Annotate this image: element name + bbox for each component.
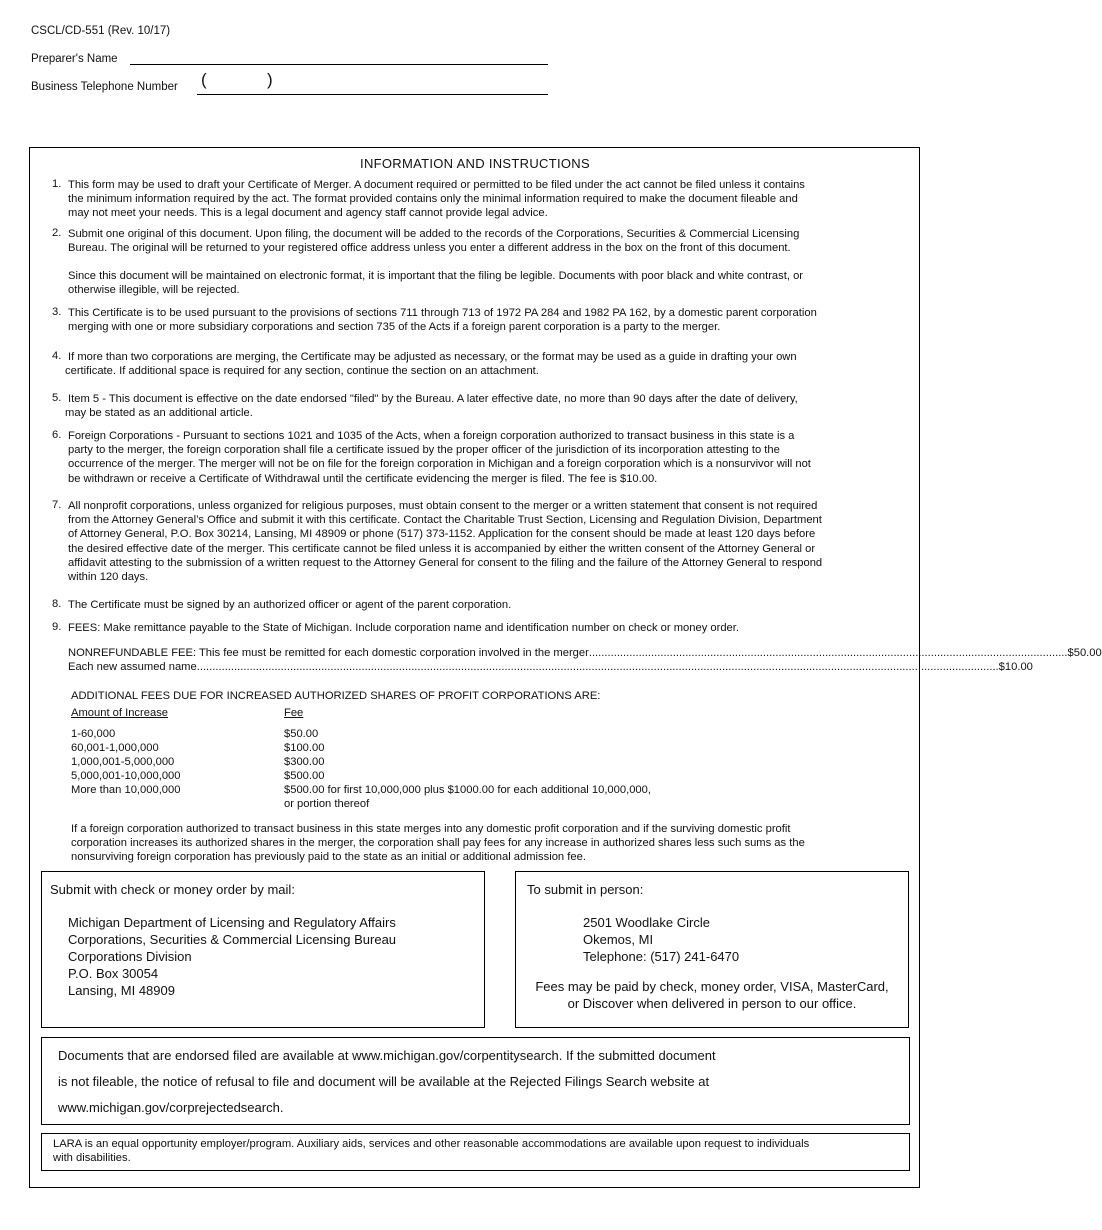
item-line: within 120 days. bbox=[68, 571, 149, 584]
item-line: Since this document will be maintained on electronic format, it is important that the filing be legible. Documents with poor black and white contrast, or bbox=[68, 270, 804, 282]
lara-line: with disabilities. bbox=[53, 1152, 131, 1164]
item-number: 2. bbox=[52, 227, 62, 239]
address-line: P.O. Box 30054 bbox=[68, 966, 159, 981]
item-line: All nonprofit corporations, unless organized for religious purposes, must obtain consent to the merger or a written statement that consent is not required bbox=[68, 500, 818, 512]
table-cell: $300.00 bbox=[284, 756, 325, 768]
item-line: may be stated as an additional article. bbox=[65, 407, 253, 420]
item-line: If more than two corporations are merging, the Certificate may be adjusted as necessary, or the format may be used as a guide in drafting your own bbox=[68, 351, 797, 363]
assumed-name-fee-row bbox=[68, 661, 1033, 673]
table-column-fee bbox=[284, 727, 651, 811]
item-line: merging with one or more subsidiary corporations and section 735 of the Acts if a foreign parent corporation is a party to the merger. bbox=[68, 321, 721, 334]
item-line: The Certificate must be signed by an authorized officer or agent of the parent corporation. bbox=[68, 599, 512, 611]
dot-leader: .......................................................................................................................................................... bbox=[588, 647, 1068, 659]
note-line: nonsurviving foreign corporation has previously paid to the state as an initial or additional admission fee. bbox=[71, 851, 586, 864]
instruction-item-5 bbox=[65, 392, 798, 420]
item-number: 5. bbox=[52, 392, 62, 404]
address-line: Corporations, Securities & Commercial Licensing Bureau bbox=[68, 932, 397, 947]
mail-address bbox=[68, 914, 396, 999]
preparer-name-field[interactable] bbox=[130, 64, 548, 65]
table-cell: $500.00 for first 10,000,000 plus $1000.00 for each additional 10,000,000, bbox=[284, 784, 651, 796]
table-cell: 1,000,001-5,000,000 bbox=[71, 756, 175, 768]
item-number: 3. bbox=[52, 306, 62, 318]
item-number: 9. bbox=[52, 621, 62, 633]
item-line: party to the merger, the foreign corporation shall file a certificate issued by the proper officer of the jurisdiction of its incorporation attesting to the bbox=[68, 444, 780, 457]
lara-notice bbox=[53, 1137, 809, 1165]
item-line: This Certificate is to be used pursuant to the provisions of sections 711 through 713 of 1972 PA 284 and 1982 PA 162, by a domestic parent corporation bbox=[68, 307, 817, 319]
instructions-title: INFORMATION AND INSTRUCTIONS bbox=[360, 156, 590, 171]
nonrefundable-fee-row bbox=[68, 647, 1102, 659]
payment-methods bbox=[515, 978, 909, 1012]
area-code-open-paren: ( bbox=[201, 70, 207, 89]
fee-label: NONREFUNDABLE FEE: This fee must be remitted for each domestic corporation involved in the merger bbox=[68, 647, 589, 659]
table-cell: or portion thereof bbox=[284, 798, 370, 810]
item-line: certificate. If additional space is required for any section, continue the section on an attachment. bbox=[65, 365, 539, 378]
item-line: FEES: Make remittance payable to the State of Michigan. Include corporation name and identification number on check or money order. bbox=[68, 622, 739, 634]
additional-fees-heading: ADDITIONAL FEES DUE FOR INCREASED AUTHORIZED SHARES OF PROFIT CORPORATIONS ARE: bbox=[71, 690, 601, 702]
mail-heading: Submit with check or money order by mail: bbox=[50, 882, 295, 897]
business-phone-field[interactable] bbox=[197, 94, 548, 95]
fee-label: Each new assumed name bbox=[68, 661, 197, 673]
table-cell: 60,001-1,000,000 bbox=[71, 742, 159, 754]
table-column-amount bbox=[71, 727, 181, 797]
docs-line: is not fileable, the notice of refusal to file and document will be available at the Rejected Filings Search website at bbox=[58, 1074, 710, 1089]
fee-amount: $10.00 bbox=[998, 661, 1033, 673]
instruction-item-6 bbox=[68, 429, 811, 486]
instruction-item-9 bbox=[68, 621, 739, 635]
payment-line: Fees may be paid by check, money order, VISA, MasterCard, bbox=[535, 979, 889, 994]
item-number: 8. bbox=[52, 598, 62, 610]
item-line: may not meet your needs. This is a legal document and agency staff cannot provide legal advice. bbox=[68, 207, 548, 220]
address-line: Okemos, MI bbox=[583, 932, 654, 947]
table-cell: More than 10,000,000 bbox=[71, 784, 181, 796]
item-line: from the Attorney General’s Office and submit it with this certificate. Contact the Charitable Trust Section, Licensing and Regulation Division, Department bbox=[68, 514, 822, 527]
item-line: This form may be used to draft your Certificate of Merger. A document required or permitted to be filed under the act cannot be filed unless it contains bbox=[68, 179, 805, 191]
note-line: corporation increases its authorized shares in the merger, the corporation shall pay fees for any increase in authorized shares less such sums as the bbox=[71, 837, 805, 850]
item-line: Item 5 - This document is effective on the date endorsed "filed" by the Bureau. A later effective date, no more than 90 days after the date of delivery, bbox=[68, 393, 798, 405]
table-cell: 1-60,000 bbox=[71, 728, 116, 740]
item-line: affidavit attesting to the submission of a written request to the Attorney General for consent to the filing and the failure of the Attorney General to respond bbox=[68, 556, 823, 569]
dot-leader: .................................................................................................................................................................................................................................................................. bbox=[196, 661, 999, 673]
item-line: occurrence of the merger. The merger will not be on file for the foreign corporation in Michigan and a foreign corporation which is a nonsurvivor will not bbox=[68, 458, 811, 471]
instruction-item-3 bbox=[68, 306, 817, 334]
table-header-amount: Amount of Increase bbox=[71, 707, 169, 719]
item-line: Bureau. The original will be returned to your registered office address unless you enter a different address in the box on the front of this document. bbox=[68, 242, 791, 255]
note-line: If a foreign corporation authorized to transact business in this state merges into any domestic profit corporation and if the surviving domestic profit bbox=[71, 823, 791, 835]
form-id: CSCL/CD-551 (Rev. 10/17) bbox=[31, 25, 171, 37]
item-line: the desired effective date of the merger. This certificate cannot be filed unless it is accompanied by either the written consent of the Attorney General or bbox=[68, 542, 816, 555]
item-line: of Attorney General, P.O. Box 30214, Lansing, MI 48909 or phone (517) 373-1152. Application for the consent should be made at least 120 days before bbox=[68, 528, 816, 541]
payment-line: or Discover when delivered in person to our office. bbox=[567, 996, 857, 1011]
instruction-item-2 bbox=[68, 227, 799, 255]
in-person-address bbox=[583, 914, 739, 965]
instruction-item-1 bbox=[68, 178, 805, 221]
item-number: 4. bbox=[52, 350, 62, 362]
item-line: be withdrawn or receive a Certificate of Withdrawal until the certificate evidencing the merger is filed. The fee is $10.00. bbox=[68, 472, 658, 485]
item-number: 7. bbox=[52, 499, 62, 511]
instruction-item-2-note bbox=[68, 269, 803, 297]
table-cell: $100.00 bbox=[284, 742, 325, 754]
address-line: Telephone: (517) 241-6470 bbox=[583, 949, 740, 964]
address-line: Corporations Division bbox=[68, 949, 192, 964]
address-line: 2501 Woodlake Circle bbox=[583, 915, 710, 930]
address-line: Michigan Department of Licensing and Regulatory Affairs bbox=[68, 915, 396, 930]
lara-line: LARA is an equal opportunity employer/program. Auxiliary aids, services and other reasonable accommodations are available upon request to individuals bbox=[53, 1138, 810, 1150]
instruction-item-4 bbox=[65, 350, 797, 378]
table-header-fee: Fee bbox=[284, 707, 304, 719]
table-cell: $50.00 bbox=[284, 728, 319, 740]
item-line: Submit one original of this document. Upon filing, the document will be added to the records of the Corporations, Securities & Commercial Licensing bbox=[68, 228, 800, 240]
instruction-item-7 bbox=[68, 499, 822, 584]
docs-line: Documents that are endorsed filed are available at www.michigan.gov/corpentitysearch. If the submitted document bbox=[58, 1048, 716, 1063]
address-line: Lansing, MI 48909 bbox=[68, 983, 175, 998]
fee-amount: $50.00 bbox=[1067, 647, 1102, 659]
instruction-item-8 bbox=[68, 598, 511, 612]
item-number: 6. bbox=[52, 429, 62, 441]
in-person-heading: To submit in person: bbox=[527, 882, 644, 897]
business-phone-label: Business Telephone Number bbox=[31, 81, 178, 93]
area-code-close-paren: ) bbox=[267, 70, 273, 89]
item-line: the minimum information required by the act. The format provided contains only the minimal information required to make the document fileable and bbox=[68, 193, 798, 206]
docs-line: www.michigan.gov/corprejectedsearch. bbox=[58, 1100, 284, 1115]
preparer-name-label: Preparer's Name bbox=[31, 53, 118, 65]
foreign-corporation-note bbox=[71, 822, 805, 865]
item-line: Foreign Corporations - Pursuant to sections 1021 and 1035 of the Acts, when a foreign corporation authorized to transact business in this state is a bbox=[68, 430, 795, 442]
table-cell: 5,000,001-10,000,000 bbox=[71, 770, 181, 782]
item-number: 1. bbox=[52, 178, 62, 190]
item-line: otherwise illegible, will be rejected. bbox=[68, 284, 240, 297]
table-cell: $500.00 bbox=[284, 770, 325, 782]
